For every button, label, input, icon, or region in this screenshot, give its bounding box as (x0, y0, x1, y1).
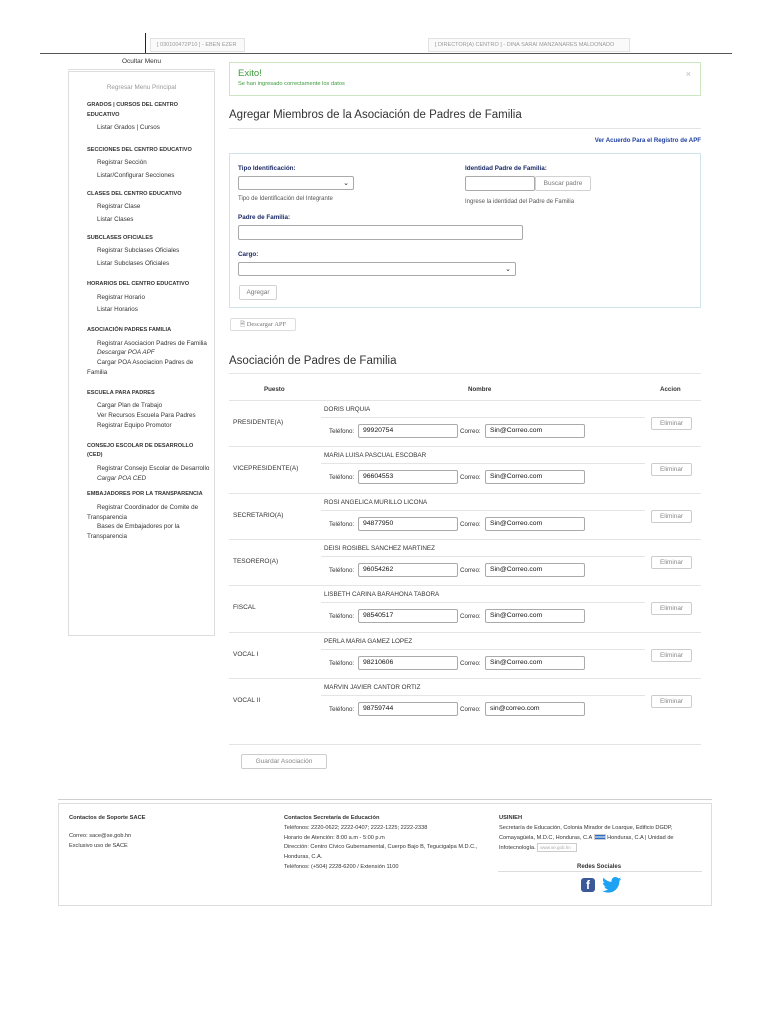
correo-label: Correo: (460, 566, 481, 574)
social-title: Redes Sociales (577, 864, 622, 870)
section-apf: ASOCIACIÓN PADRES FAMILIA (87, 327, 172, 334)
delete-member-button[interactable]: Eliminar (651, 510, 692, 523)
link-listar-secciones[interactable]: Listar/Configurar Secciones (97, 172, 175, 180)
correo-input[interactable]: Sin@Correo.com (485, 609, 585, 623)
telefono-input[interactable]: 99920754 (358, 424, 458, 438)
link-cargar-poa-apf[interactable]: Cargar POA Asociacion Padres de Familia (87, 359, 194, 377)
delete-member-button[interactable]: Eliminar (651, 649, 692, 662)
member-subrule (321, 417, 645, 418)
section-grados: GRADOS | CURSOS DEL CENTRO EDUCATIVO (87, 102, 178, 118)
link-registrar-ced[interactable]: Registrar Consejo Escolar de Desarrollo (97, 464, 210, 472)
table-bottom-rule (229, 744, 701, 745)
delete-member-button[interactable]: Eliminar (651, 556, 692, 569)
cargo-label: Cargo: (238, 251, 259, 258)
close-icon[interactable]: × (685, 69, 691, 79)
telefono-input[interactable]: 98540517 (358, 609, 458, 623)
tipo-identificacion-label: Tipo Identificación: (238, 165, 296, 172)
footer-usinieh-dir-text: Secretaría de Educación, Colonia Mirador de Loarque, Edificio DGDP, Comayagüela, M.D.C, Honduras, C.A (499, 824, 673, 841)
section-clases: CLASES DEL CENTRO EDUCATIVO (87, 190, 182, 197)
member-subrule (321, 649, 645, 650)
link-cargar-plan[interactable]: Cargar Plan de Trabajo (97, 402, 163, 410)
member-subrule (321, 510, 645, 511)
correo-input[interactable]: Sin@Correo.com (485, 656, 585, 670)
correo-label: Correo: (460, 428, 481, 435)
identidad-hint: Ingrese la identidad del Padre de Familia (465, 199, 575, 205)
member-puesto: FISCAL (233, 604, 256, 612)
link-bases-embajadores[interactable]: Bases de Embajadores por la Transparencia (87, 523, 180, 541)
link-listar-horarios[interactable]: Listar Horarios (97, 306, 138, 314)
delete-member-button[interactable]: Eliminar (651, 417, 692, 430)
facebook-icon[interactable]: f (581, 878, 595, 892)
alert-message: Se han ingresado correctamente los datos (238, 81, 345, 87)
section-horarios: HORARIOS DEL CENTRO EDUCATIVO (87, 281, 190, 288)
footer-support (69, 814, 269, 851)
identidad-input[interactable] (465, 176, 535, 191)
header-rule (229, 400, 701, 401)
chevron-down-icon: ⌄ (505, 266, 511, 273)
telefono-label: Teléfono: (329, 613, 355, 621)
association-title-rule (229, 373, 701, 374)
apf-agreement-link[interactable]: Ver Acuerdo Para el Registro de APF (594, 137, 701, 144)
telefono-label: Teléfono: (329, 428, 355, 435)
row-rule (229, 446, 701, 447)
section-ced: CONSEJO ESCOLAR DE DESARROLLO (CED) (87, 442, 194, 459)
footer-support-email: Correo: sace@se.gob.hn (69, 832, 132, 839)
top-bar (0, 0, 768, 54)
header-puesto: Puesto (264, 386, 285, 393)
footer-usinieh-dir2: Honduras, C.A | Unidad de Infotecnología. (499, 834, 674, 852)
section-embajadores: EMBAJADORES POR LA TRANSPARENCIA (87, 491, 203, 498)
link-ver-recursos[interactable]: Ver Recursos Escuela Para Padres (97, 412, 196, 420)
link-registrar-equipo[interactable]: Registrar Equipo Promotor (97, 421, 172, 429)
link-registrar-subclases[interactable]: Registrar Subclases Oficiales (97, 247, 180, 255)
row-rule (229, 632, 701, 633)
link-descargar-poa-apf[interactable]: Descargar POA APF (97, 349, 155, 357)
add-member-form (229, 153, 701, 308)
tipo-identificacion-hint: Tipo de Identificación del Integrante (238, 196, 333, 202)
telefono-input[interactable]: 94877950 (358, 517, 458, 531)
row-rule (229, 585, 701, 586)
link-registrar-coordinador[interactable]: Registrar Coordinador de Comite de Transparencia (87, 503, 199, 521)
telefono-label: Teléfono: (329, 566, 355, 574)
member-nombre: MARIA LUISA PASCUAL ESCOBAR (324, 452, 427, 460)
delete-member-button[interactable]: Eliminar (651, 602, 692, 615)
footer-support-title: Contactos de Soporte SACE (69, 815, 146, 821)
title-rule (229, 128, 701, 129)
footer-secretaria-tel: Teléfonos: 2220-0622; 2222-0407; 2222-1225; 2222-2338 (284, 824, 428, 831)
success-alert (229, 62, 701, 96)
footer-usinieh (499, 814, 704, 854)
link-listar-subclases[interactable]: Listar Subclases Oficiales (97, 260, 170, 268)
page-title: Agregar Miembros de la Asociación de Padres de Familia (229, 109, 522, 121)
link-cargar-poa-ced[interactable]: Cargar POA CED (97, 474, 147, 482)
telefono-label: Teléfono: (329, 520, 355, 528)
correo-input[interactable]: Sin@Correo.com (485, 563, 585, 577)
correo-label: Correo: (460, 474, 481, 482)
footer-secretaria-dir: Dirección: Centro Cívico Gubernamental, Cuerpo Bajo B, Tegucigalpa M.D.C., Honduras, C.A. (284, 844, 478, 861)
member-puesto: VOCAL I (233, 650, 259, 658)
row-rule (229, 493, 701, 494)
telefono-input[interactable]: 98210606 (358, 656, 458, 670)
footer-secretaria-title: Contactos Secretaría de Educación (284, 815, 380, 821)
correo-input[interactable]: Sin@Correo.com (485, 517, 585, 531)
telefono-input[interactable]: 98759744 (358, 702, 458, 716)
member-subrule (321, 463, 645, 464)
telefono-input[interactable]: 96054262 (358, 563, 458, 577)
user-badge: [ 030100472P10 ] - EBEN EZER (150, 38, 245, 52)
section-secciones: SECCIONES DEL CENTRO EDUCATIVO (87, 146, 192, 153)
correo-input[interactable]: Sin@Correo.com (485, 470, 585, 484)
section-escuela: ESCUELA PARA PADRES (87, 389, 155, 396)
footer-usinieh-dir (499, 824, 704, 854)
member-nombre: DEISI ROSIBEL SANCHEZ MARTINEZ (324, 544, 435, 552)
member-nombre: LISBETH CARINA BARAHONA TABORA (324, 591, 440, 599)
link-registrar-clase[interactable]: Registrar Clase (97, 203, 141, 211)
top-bar-rule (40, 53, 732, 54)
footer-secretaria-horario: Horario de Atención: 8:00 a.m - 5:00 p.m (284, 834, 385, 841)
delete-member-button[interactable]: Eliminar (651, 463, 692, 476)
correo-input[interactable]: sin@correo.com (485, 702, 585, 716)
footer-secretaria-tel2: Teléfonos: (+504) 2228-6200 / Extensión 1100 (284, 863, 399, 870)
honduras-flag-icon (594, 834, 606, 840)
footer-url-box[interactable]: www.se.gob.hn (537, 843, 577, 852)
tipo-identificacion-select[interactable] (238, 176, 354, 190)
header-accion: Accion (660, 386, 681, 393)
top-bar-divider (145, 33, 146, 53)
link-registrar-apf[interactable]: Registrar Asociacion Padres de Familia (97, 339, 207, 347)
member-subrule (321, 602, 645, 603)
member-nombre: ROSI ANGELICA MURILLO LICONA (324, 498, 428, 506)
file-icon: 🗎 (239, 321, 246, 328)
correo-label: Correo: (460, 705, 481, 713)
delete-member-button[interactable]: Eliminar (651, 695, 692, 708)
role-badge: [ DIRECTOR(A) CENTRO ] - DINA SARAI MANZANARES MALDONADO (428, 38, 630, 52)
twitter-icon[interactable] (602, 877, 622, 893)
link-registrar-horario[interactable]: Registrar Horario (97, 293, 145, 301)
member-puesto: VOCAL II (233, 696, 261, 704)
header-nombre: Nombre (468, 386, 492, 393)
member-puesto: SECRETARIO(A) (233, 511, 284, 519)
download-apf-button[interactable] (230, 318, 296, 331)
row-rule (229, 539, 701, 540)
member-subrule (321, 695, 645, 696)
member-nombre: PERLA MARIA GAMEZ LOPEZ (324, 637, 413, 645)
member-puesto: PRESIDENTE(A) (233, 419, 284, 426)
association-title: Asociación de Padres de Familia (229, 355, 397, 367)
member-puesto: VICEPRESIDENTE(A) (233, 465, 299, 473)
chevron-down-icon: ⌄ (343, 180, 349, 187)
hide-menu-button[interactable]: Ocultar Menu (68, 56, 215, 70)
download-apf-label: Descargar APF (246, 321, 287, 328)
telefono-label: Teléfono: (329, 659, 355, 667)
footer-support-exclusive: Exclusivo uso de SACE (69, 842, 128, 849)
link-listar-clases[interactable]: Listar Clases (97, 216, 134, 224)
padre-label: Padre de Familia: (238, 214, 291, 221)
section-subclases: SUBCLASES OFICIALES (87, 234, 153, 241)
member-subrule (321, 556, 645, 557)
buscar-padre-button[interactable]: Buscar padre (535, 176, 591, 191)
social-rule (498, 871, 702, 872)
sidebar (68, 71, 215, 636)
identidad-label: Identidad Padre de Familia: (465, 165, 547, 172)
footer-rule (58, 799, 712, 800)
correo-label: Correo: (460, 520, 481, 528)
footer-usinieh-title: USINIEH (499, 815, 523, 821)
row-rule (229, 678, 701, 679)
cargo-select[interactable] (238, 262, 516, 276)
alert-title: Exito! (238, 68, 262, 79)
save-association-button[interactable]: Guardar Asociación (241, 754, 327, 769)
member-nombre: MARVIN JAVIER CANTOR ORTIZ (324, 683, 421, 691)
member-nombre: DORIS URQUIA (324, 406, 371, 413)
padre-input[interactable] (238, 225, 523, 240)
member-puesto: TESORERO(A) (233, 557, 279, 565)
correo-input[interactable]: Sin@Correo.com (485, 424, 585, 438)
back-main-menu-link[interactable]: Regresar Menu Principal (106, 84, 177, 91)
telefono-input[interactable]: 96604553 (358, 470, 458, 484)
correo-label: Correo: (460, 659, 481, 667)
telefono-label: Teléfono: (329, 474, 355, 482)
link-registrar-seccion[interactable]: Registrar Sección (97, 159, 147, 167)
agregar-button[interactable]: Agregar (239, 285, 277, 300)
correo-label: Correo: (460, 613, 481, 621)
telefono-label: Teléfono: (329, 705, 355, 713)
link-listar-grados[interactable]: Listar Grados | Cursos (97, 124, 160, 131)
footer-secretaria (284, 814, 489, 873)
